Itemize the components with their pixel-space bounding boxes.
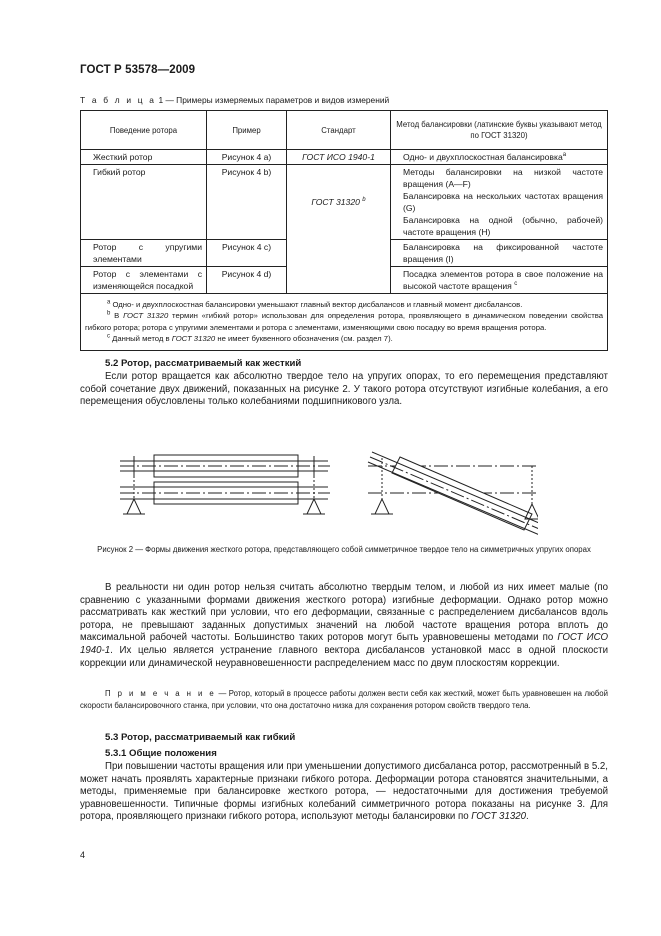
- method-line: Балансировка на одной (обычно, рабочей) частоте вращения (H): [403, 215, 603, 237]
- header-cell-example: Пример: [207, 111, 287, 150]
- figure-2-rotor-diagram: [118, 446, 538, 538]
- footnote-mark: a: [562, 152, 567, 159]
- footnote-text: термин «гибкий ротор» использован для определения ротора, проявляющего в динамическом поведении свойства гибкого ротора; ротора с упругими элементами и ротора с элементами, изменяющими свою посадку во время вращения ротора.: [85, 311, 603, 332]
- cell-example: Рисунок 4 с): [207, 240, 287, 267]
- table-caption: [80, 95, 389, 105]
- footnote-mark: b: [107, 310, 111, 317]
- method-line: Одно- и двухплоскостная балансировка: [403, 152, 563, 162]
- cell-behavior: Ротор с упругими элементами: [81, 240, 207, 267]
- footnote-mark: с: [107, 333, 110, 340]
- note-label: П р и м е ч а н и е: [105, 689, 217, 698]
- section-5-2-heading: 5.2 Ротор, рассматриваемый как жесткий: [105, 358, 302, 369]
- table-footnotes-row: [81, 294, 608, 351]
- cell-behavior: Гибкий ротор: [81, 165, 207, 240]
- cell-method: Балансировка на фиксированной частоте вращения (I): [391, 240, 608, 267]
- footnote-mark: a: [107, 299, 111, 306]
- section-5-3-heading: 5.3 Ротор, рассматриваемый как гибкий: [105, 732, 296, 743]
- footnote-text: Данный метод в: [112, 333, 172, 343]
- header-cell-method: Метод балансировки (латинские буквы указывают метод по ГОСТ 31320): [391, 111, 608, 150]
- table-caption-label: Т а б л и ц а: [80, 95, 157, 105]
- method-line: Методы балансировки на низкой частоте вращения (A—F): [403, 167, 603, 189]
- table-header-row: [81, 111, 608, 150]
- standard-ref: ГОСТ 31320: [123, 311, 169, 321]
- cell-behavior: Ротор с элементами с изменяющейся посадкой: [81, 267, 207, 294]
- footnote-text: не имеет буквенного обозначения (см. раздел 7).: [215, 333, 393, 343]
- footnote-mark: b: [362, 197, 366, 204]
- cell-standard: ГОСТ ИСО 1940-1: [287, 150, 391, 165]
- note-body: — Ротор, который в процессе работы должен вести себя как жесткий, может быть уравновешен на любой скорости балансировочного станка, при условии, что она достаточно низка для сохранения ротором свойств твердого тела.: [80, 689, 608, 710]
- cell-method: [391, 267, 608, 294]
- right-rotor-drawing: [368, 452, 538, 536]
- left-rotor-drawing: [120, 455, 330, 514]
- paragraph-text-part: .: [526, 811, 529, 823]
- table-row: [81, 165, 608, 240]
- section-5-3-1-heading: 5.3.1 Общие положения: [105, 748, 217, 759]
- cell-example: Рисунок 4 d): [207, 267, 287, 294]
- cell-method: [391, 165, 608, 240]
- paragraph-text: [80, 761, 608, 824]
- section-5-3-1-paragraph: [80, 761, 608, 824]
- table-caption-text: 1 — Примеры измеряемых параметров и видов измерений: [158, 95, 390, 105]
- section-5-2-paragraph-2: [80, 582, 608, 670]
- standard-ref: ГОСТ 31320: [311, 197, 360, 207]
- footnote-b: [85, 310, 603, 333]
- cell-example: Рисунок 4 b): [207, 165, 287, 240]
- section-5-2-note: [80, 688, 608, 711]
- cell-method: [391, 150, 608, 165]
- support-icon: [127, 499, 141, 514]
- cell-behavior: Жесткий ротор: [81, 150, 207, 165]
- footnote-mark: с: [514, 281, 518, 288]
- paragraph-text-part: При повышении частоты вращения или при уменьшении допустимого дисбаланса ротор, рассмотренный в 5.2, может начать проявлять характерные признаки гибкого ротора. Деформации ротора становятся значительными, а методы, применяемые при балансировке жесткого ротора, — недостаточными для достижения требуемой уравновешенности. Типичные формы изгибных колебаний симметричного ротора показаны на рисунке 3. Для ротора, проявляющего признаки гибкого ротора, используют методы балансировки по: [80, 761, 608, 823]
- note-text: [80, 688, 608, 711]
- footnote-text: Одно- и двухплоскостная балансировки уменьшают главный вектор дисбалансов и главный момент дисбалансов.: [112, 300, 523, 309]
- table-row: [81, 150, 608, 165]
- standard-ref: ГОСТ 31320: [171, 333, 216, 343]
- footnote-a: [85, 299, 603, 310]
- support-icon: [307, 499, 321, 514]
- header-cell-standard: Стандарт: [287, 111, 391, 150]
- method-line: Посадка элементов ротора в свое положение на высокой частоте вращения: [403, 269, 603, 291]
- page-number: 4: [80, 850, 86, 860]
- section-5-2-paragraph-1: [80, 371, 608, 409]
- paragraph-text-part: . Их целью является устранение главного вектора дисбалансов установкой масс в одной плоскости коррекции или динамической неуравновешенности распределением масс по двум плоскостям коррекции.: [80, 644, 608, 669]
- footnote-c: [85, 333, 603, 344]
- parameters-table: [80, 110, 608, 351]
- table-footnotes: [81, 294, 608, 351]
- paragraph-text-part: В реальности ни один ротор нельзя считать абсолютно твердым телом, и любой из них имеет малые (по сравнению с указанными формами движения жесткого ротора) изгибные деформации. Однако ротор можно рассматривать как жесткий при условии, что его деформации, связанные с распределением дисбалансов вдоль ротора, не превышают заданных допустимых значений на любой частоте вращения ротора вплоть до максимальной рабочей частоты. Большинство таких роторов могут быть уравновешены методами по: [80, 582, 608, 644]
- standard-ref: ГОСТ ИСО 1940-1: [80, 632, 608, 656]
- paragraph-text: [80, 582, 608, 670]
- cell-standard: [287, 165, 391, 294]
- method-line: Балансировка на нескольких частотах вращения (G): [403, 191, 603, 213]
- support-icon: [375, 499, 389, 514]
- figure-2-caption: Рисунок 2 — Формы движения жесткого ротора, представляющего собой симметричное твердое тело на симметричных упругих опорах: [97, 545, 591, 554]
- document-header: ГОСТ Р 53578—2009: [80, 64, 196, 76]
- standard-ref: ГОСТ 31320: [471, 811, 527, 823]
- footnote-text: В: [114, 311, 124, 321]
- cell-example: Рисунок 4 а): [207, 150, 287, 165]
- header-cell-behavior: Поведение ротора: [81, 111, 207, 150]
- paragraph-text: Если ротор вращается как абсолютно твердое тело на упругих опорах, то его перемещения представляют собой сочетание двух движений, показанных на рисунке 2. У такого ротора отсутствуют изгибные колебания, а его перемещения обусловлены только колебаниями подшипникового узла.: [80, 371, 608, 408]
